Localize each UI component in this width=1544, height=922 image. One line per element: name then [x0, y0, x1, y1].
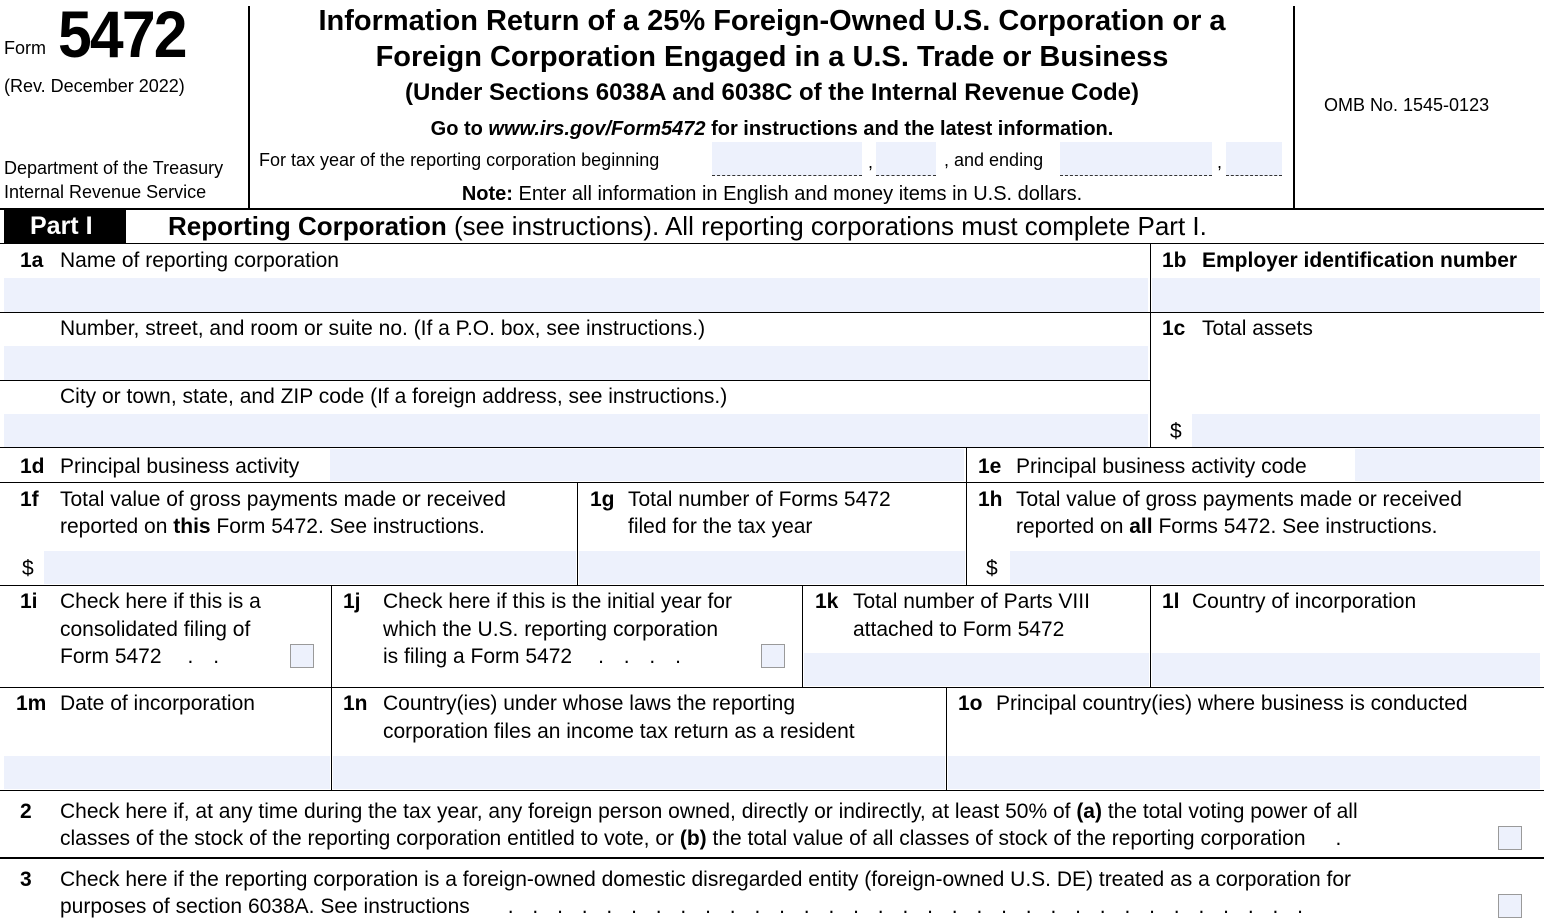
input-1d-business-activity[interactable] [330, 449, 964, 481]
label-line-3: 3 Check here if the reporting corporation is a foreign-owned domestic disregarded entity (foreign-owned U.S. DE) treated as a corporation for [20, 868, 1351, 891]
label-1b: 1b Employer identification number [1162, 249, 1518, 272]
input-1o-business-country[interactable] [948, 756, 1540, 789]
form-id-block [0, 0, 248, 208]
irs-link[interactable]: www.irs.gov/Form5472 [488, 118, 706, 140]
input-1h-gross-payments-all[interactable] [1010, 551, 1540, 584]
form-title-line2: Foreign Corporation Engaged in a U.S. Trade or Business [375, 41, 1169, 73]
input-1f-gross-payments-this[interactable] [44, 551, 576, 584]
label-1a: 1a Name of reporting corporation [20, 249, 339, 272]
input-1e-activity-code[interactable] [1355, 449, 1540, 481]
currency-1c: $ [1170, 420, 1182, 443]
label-1m: 1m Date of incorporation [16, 692, 255, 715]
form-number: 5472 [58, 0, 186, 71]
label-1e: 1e Principal business activity code [978, 455, 1307, 478]
label-1j: 1j Check here if this is the initial year for [343, 590, 732, 613]
tax-year-end-date-input[interactable] [1060, 142, 1212, 176]
input-1c-total-assets[interactable] [1192, 414, 1540, 447]
input-city-state-zip[interactable] [4, 414, 1148, 447]
note-text: Note: Enter all information in English and money items in U.S. dollars. [461, 183, 1083, 205]
form-title-line1: Information Return of a 25% Foreign-Owned U.S. Corporation or a [318, 5, 1226, 37]
and-ending-label: , and ending [944, 150, 1044, 170]
label-street: Number, street, and room or suite no. (If a P.O. box, see instructions.) [60, 317, 706, 340]
checkbox-line-2-foreign-ownership[interactable] [1498, 826, 1522, 850]
form-prefix: Form [4, 38, 46, 58]
currency-1f: $ [22, 557, 34, 580]
checkbox-1i-consolidated[interactable] [290, 644, 314, 668]
label-1o: 1o Principal country(ies) where business is conducted [958, 692, 1468, 715]
label-1c: 1c Total assets [1162, 317, 1313, 340]
label-1i: 1i Check here if this is a [20, 590, 261, 613]
label-1l: 1l Country of incorporation [1162, 590, 1417, 613]
part1-tag: Part I [4, 210, 126, 243]
form-subtitle: (Under Sections 6038A and 6038C of the Internal Revenue Code) [405, 79, 1139, 106]
tax-year-begin-date-input[interactable] [712, 142, 862, 176]
input-1m-date-incorporation[interactable] [4, 756, 330, 789]
form-title-block: Information Return of a 25% Foreign-Owned U.S. Corporation or a Foreign Corporation Engaged in a U.S. Trade or Business (Under Sections 6038A and 6038C of the Internal Revenue Code) Go to www.irs.gov/Form5472 for instructions and the latest information. For tax year of the reporting corporation beginning , , and ending , Note: Enter all information in English and money items in U.S. dollars. [250, 0, 1294, 208]
form-revision: (Rev. December 2022) [4, 76, 185, 96]
label-1k: 1k Total number of Parts VIII [815, 590, 1090, 613]
label-1f: 1f Total value of gross payments made or received [20, 488, 506, 511]
input-1l-country-incorporation[interactable] [1152, 653, 1540, 686]
input-street-address[interactable] [4, 346, 1148, 380]
input-1a-corporation-name[interactable] [4, 278, 1148, 312]
input-1g-total-forms[interactable] [579, 551, 965, 584]
tax-year-label: For tax year of the reporting corporation beginning [259, 150, 660, 170]
department: Department of the Treasury [4, 158, 224, 178]
input-1b-ein[interactable] [1152, 278, 1540, 312]
input-1k-parts-viii[interactable] [804, 653, 1149, 686]
tax-year-end-year-input[interactable] [1226, 142, 1282, 176]
label-1d: 1d Principal business activity [20, 455, 300, 478]
service: Internal Revenue Service [4, 182, 207, 202]
part1-title: Reporting Corporation (see instructions). All reporting corporations must complete Part I. [168, 211, 1207, 241]
label-line-2: 2 Check here if, at any time during the tax year, any foreign person owned, directly or indirectly, at least 50% of (a) the total voting power of all [20, 800, 1358, 823]
currency-1h: $ [986, 557, 998, 580]
tax-year-begin-year-input[interactable] [876, 142, 936, 176]
input-1n-tax-residence-country[interactable] [333, 756, 945, 789]
label-city: City or town, state, and ZIP code (If a foreign address, see instructions.) [60, 385, 728, 408]
label-1g: 1g Total number of Forms 5472 [590, 488, 891, 511]
label-1h: 1h Total value of gross payments made or received [978, 488, 1462, 511]
omb-number: OMB No. 1545-0123 [1324, 95, 1490, 115]
checkbox-line-3-foreign-owned-de[interactable] [1498, 894, 1522, 918]
checkbox-1j-initial-year[interactable] [761, 644, 785, 668]
goto-instructions: Go to www.irs.gov/Form5472 for instructions and the latest information. [430, 118, 1114, 140]
header-divider-right [1293, 6, 1295, 208]
label-1n: 1n Country(ies) under whose laws the reporting [343, 692, 796, 715]
